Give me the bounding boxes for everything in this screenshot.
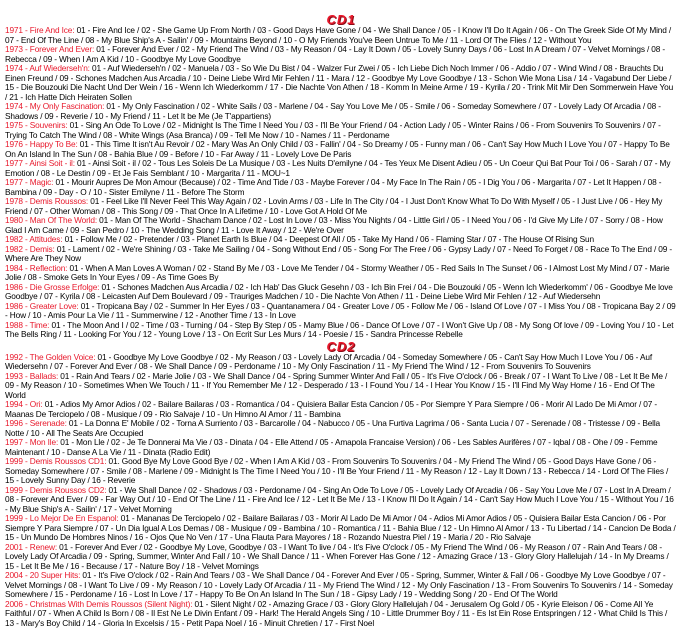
album-tracks: 01 - Schones Madchen Aus Arcadia / 02 - Ich Hab' Das Gluck Gesehn / 03 - Ich Bin Frei / 04 - Die Bouzouki / 05 - Wenn Ich Wiederkomm' / 06 - Goodbye Me love Goodbye / 07 - Kyrila / 08 - Leicasten Auf Dem Boulevard / 09 - Trauriges Madchen / 10 - Die Nachte Von Athen / 11 - Deine Liebe Wird Mir Fehlen / 12 - Auf Wiedersehn [5,282,673,302]
album-entry [5,140,677,159]
cd2-tracklist [5,353,677,628]
album-tracks: 01 - Fire And Ice / 02 - She Game Up From North / 03 - Good Days Have Gone / 04 - We Shall Dance / 05 - I Know I'll Do It Again / 06 - On The Greek Side Of My Mind / 07 - End Of The Line / 08 - My Blue Ship's A - Sailin' / 09 - Mountains Beyond / 10 - O My Friends You've Been Untrue To Me / 11 - Lord Of The Flies / 12 - Without You [5,25,671,45]
album-title: 1978 - Demis Roussos: [5,196,88,206]
album-title: 1974 - Auf Wiederseh'n: [5,63,90,73]
album-title: 1988 - Time: [5,320,49,330]
album-entry [5,514,677,543]
album-tracks: 01 - Lament / 02 - We're Shining / 03 - Take Me Sailing / 04 - Song Without End / 05 - Song For The Free / 06 - Gypsy Lady / 07 - Need To Forget / 08 - Race To The End / 09 - Where Are They Now [5,244,672,264]
album-tracks: 01 - We Shall Dance / 02 - Shadows / 03 - Perdoname / 04 - Sing An Ode To Love / 05 - Lovely Lady Of Arcadia / 06 - Say You Love Me / 07 - Lost In A Dream / 08 - Forever And Ever / 09 - Far Way Out / 10 - End Of The Line / 11 - Fire And Ice / 12 - Let It Be Me / 13 - I Know I'll Do It Again / 14 - Can't Say How Much I Love You / 15 - Without You / 16 - My Blue Ship's A - Sailin' / 17 - Velvet Morning [5,485,674,514]
album-title: 2004 - 20 Super Hits: [5,570,80,580]
album-title: 1993 - Ballads: [5,371,58,381]
album-tracks: 01 - Sing An Ode To Love / 02 - Midnight Is The Time I Need You / 03 - I'll Be Your Friend / 04 - Action Lady / 05 - Winter Rains / 06 - From Souvenirs To Souvenirs / 07 -Trying To Catch The Wind / 08 - White Wings (Asa Branca) / 09 - Tell Me Now / 10 - Names / 11 - Perdoname [5,120,661,140]
album-title: 2001 - Renew: [5,542,57,552]
album-title: 2006 - Christmas With Demis Roussos (Silent Night): [5,599,192,609]
album-entry [5,64,677,102]
album-title: 1996 - Serenade: [5,418,67,428]
album-title: 1986 - Greater Love: [5,301,79,311]
album-entry [5,400,677,419]
album-entry [5,159,677,178]
album-tracks: 01 - The Moon And I / 02 - Time / 03 - Turning / 04 - Step By Step / 05 - Mamy Blue / 06 - Dance Of Love / 07 - I Won't Give Up / 08 - My Song Of love / 09 - Loving You / 10 - Let The Bells Ring / 11 - Looking For You / 12 - Young Love / 13 - On Ecrit Sur Les Murs / 14 - Poesie / 15 - Sandra Princesse Rebelle [5,320,673,340]
album-title: 1999 - Lo Mejor De En Espanol: [5,513,119,523]
album-entry [5,600,677,628]
album-title: 1994 - Ori: [5,399,43,409]
album-tracks: 01 - My Only Fascination / 02 - White Sails / 03 - Marlene / 04 - Say You Love Me / 05 - Smile / 06 - Someday Somewhere / 07 - Lovely Lady Of Arcadia / 08 - Shadows / 09 - Reverie / 10 - My Friend / 11 - Let It be Me (Je T'appartiens) [5,101,661,121]
album-title: 1984 - Reflection: [5,263,67,273]
album-entry [5,543,677,572]
album-entry [5,245,677,264]
album-tracks: 01 - Follow Me / 02 - Pretender / 03 - Planet Earth Is Blue / 04 - Deepest Of All / 05 - Take My Hand / 06 - Flaming Star / 07 - The House Of Rising Sun [62,234,594,244]
album-entry [5,264,677,283]
album-title: 1982 - Attitudes: [5,234,62,244]
album-entry [5,571,677,600]
album-entry [5,353,677,372]
album-entry [5,216,677,235]
album-title: 1999 - Demis Roussos CD1: [5,456,106,466]
album-tracks: 01 - Mananas De Terciopelo / 02 - Bailare Bailaras / 03 - Morir Al Lado De Mi Amor / 04 - Adios Mi Amor Adios / 05 - Quisiera Bailar Esta Cancion / 06 - Por Siempre Y Para Siempre / 07 - Un Dia Igual A Los Demas / 08 - Musique / 09 - Bambina / 10 - Romantica / 11 - Bahia Blue / 12 - Un Himno Al Amor / 13 - Tu Libertad / 14 - Cancion De Boda / 15 - Un Mundo De Hombres Ninos / 16 - Ojos Que No Ven / 17 - Una Flauta Para Mayores / 18 - Rozando Nuestra Piel / 19 - Maria / 20 - Rio Salvaje [5,513,676,542]
album-tracks: 01 - Forever And Ever / 02 - My Friend The Wind / 03 - My Reason / 04 - Lay It Down / 05 - Lovely Sunny Days / 06 - Lost In A Dream / 07 - Velvet Mornings / 08 - Rebecca / 09 - When I Am A Kid / 10 - Goodbye My Love Goodbye [5,44,665,64]
album-tracks: 01 - Adios My Amor Adios / 02 - Bailare Bailaras / 03 - Romantica / 04 - Quisiera Bailar Esta Cancion / 05 - Por Siempre Y Para Siempre / 06 - Morir Al Lado De Mi Amor / 07 - Maanas De Terciopelo / 08 - Musique / 09 - Rio Salvaje / 10 - Un Himno Al Amor / 11 - Bambina [5,399,657,419]
album-tracks: 01. Good Bye My Love Good Bye / 02 - When I Am A Kid / 03 - From Souvenirs To Souvenirs / 04 - My Friend The Wind / 05 - Good Days Have Gone / 06 - Someday Somewhere / 07 - Smile / 08 - Marlene / 09 - Midnight Is The Time I Need You / 10 - I'll Be Your Friend / 11 - My Reason / 12 - Lay It Down / 13 - Rebecca / 14 - Lord Of The Flies / 15 - Lovely Sunny Day / 16 - Reverie [5,456,668,485]
album-title: 1976 - Happy To Be: [5,139,78,149]
album-entry [5,178,677,197]
album-title: 1975 - Souvenirs: [5,120,67,130]
album-entry [5,197,677,216]
album-tracks: 01 - When A Man Loves A Woman / 02 - Stand By Me / 03 - Love Me Tender / 04 - Stormy Weather / 05 - Red Sails In The Sunset / 06 - I Almost Lost My Mind / 07 - Marie Jolie / 08 - Smoke Gets In Your Eyes / 09 - As Time Goes By [5,263,669,283]
album-entry [5,321,677,340]
album-tracks: 01 - Goodbye My Love Goodbye / 02 - My Reason / 03 - Lovely Lady Of Arcadia / 04 - Someday Somewhere / 05 - Can't Say How Much I Love You / 06 - Auf Wiedersehn / 07 - Forever And Ever / 08 - We Shall Dance / 09 - Perdoname / 10 - My Only Fascination / 11 - My Friend The Wind / 12 - From Souvenirs To Souvenirs [5,352,652,372]
album-title: 1982 - Demis: [5,244,55,254]
album-tracks: 01 - Silent Night / 02 - Amazing Grace / 03 - Glory Glory Hallelujah / 04 - Jerusalem Og Gold / 05 - Kyrie Eleison / 06 - Come All Ye Faithful / 07 - When A Child Is Born / 08 - Il Est Ne Le Divin Enfant / 09 - Hark! The Herald Angels Sing / 10 - Little Drummer Boy / 11 - Es Ist Ein Rose Entspringen / 12 - What Child Is This / 13 - Mary's Boy Child / 14 - Gloria In Excelsis / 15 - Petit Papa Noel / 16 - Minuit Chretien / 17 - First Noel [5,599,667,628]
album-tracks: 01 - It's Five O'clock / 02 - Rain And Tears / 03 - We Shall Dance / 04 - Forever And Ever / 05 - Spring, Summer, Winter & Fall / 06 - Goodbye My Love Goodbye / 07 - Velvet Mornings / 08 - I Want To Live / 09 - My Reason / 10 - Lovely Lady Of Arcadia / 11 - My Friend The Wind / 12 - My Only Fascination / 13 - From Souvenirs To Souvenirs / 14 - Someday Somewhere / 15 - Perdoname / 16 - Lost In Love / 17 - Happy To Be On An Island In The Sun / 18 - Gipsy Lady / 19 - Wedding Song / 20 - End Of The World [5,570,673,599]
album-entry [5,419,677,438]
cd1-heading: CD1 [5,14,677,26]
album-entry [5,457,677,486]
album-title: 1980 - Man Of The World: [5,215,97,225]
album-title: 1997 - Mon Ile: [5,437,58,447]
album-tracks: 01 - La Donna E' Mobile / 02 - Torna A Surriento / 03 - Barcarolle / 04 - Nabucco / 05 - Una Furtiva Lagrima / 06 - Santa Lucia / 07 - Serenade / 08 - Tristesse / 09 - Bella Notte / 10 - All The Seats Are Occupied [5,418,660,438]
album-title: 1971 - Fire And Ice: [5,25,74,35]
album-entry [5,26,677,45]
album-tracks: 01 - Forever And Ever / 02 - Goodbye My Love, Goodbye / 03 - I Want To live / 04 - It's Five O'clock / 05 - My Friend The Wind / 06 - My Reason / 07 - Rain And Tears / 08 - Lovely Lady Of Arcadia / 09 - Spring, Summer, Winter And Fall / 10 - We Shall Dance / 11 - When Forever Has Gone / 12 - Amazing Grace / 13 - Glory Glory Hallelujah / 14 - In My Dreams / 15 - Let It Be Me / 16 - Because / 17 - Nature Boy / 18 - Velvet Mornings [5,542,669,571]
album-title: 1977 - Magic: [5,177,53,187]
cd1-tracklist [5,26,677,340]
album-tracks: 01 - Ainsi Soit - il / 02 - Tous Les Soleis De La Musique / 03 - Les Nuits D'emilyne / 04 - Tes Yeux Me Disent Adieu / 05 - Un Coeur Qui Bat Pour Toi / 06 - Sarah / 07 - My Emotion / 08 - Le Destin / 09 - Et Je Fais Semblant / 10 - Margarita / 11 - MOU~1 [5,158,670,178]
album-tracks: 01 - Man Of The World - Shacham Dance / 02 - Lost In Love / 03 - Miss You Nights / 04 - Little Girl / 05 - I Need You / 06 - I'd Give My Life / 07 - Sorry / 08 - How Glad I Am Came / 09 - San Pedro / 10 - The Wedding Song / 11 - Love It Away / 12 - We're Over [5,215,663,235]
album-tracks: 01 - Mon Lle / 02 - Je Te Donnerai Ma Vie / 03 - Dinata / 04 - Elle Attend / 05 - Amapola Francaise Version) / 06 - Les Sables Aurifères / 07 - Iqbal / 08 - Ohe / 09 - Femme Maintenant / 10 - Danse A La Vie / 11 - Dinata (Radio Edit) [5,437,658,457]
album-tracks: 01 - Mourir Aupres De Mon Amour (Because) / 02 - Time And Tide / 03 - Maybe Forever / 04 - My Face In The Rain / 05 - I Dig You / 06 - Margarita / 07 - Let It Happen / 08 - Bambina / 09 - Day - O / 10 - Sister Emilyne / 11 - Before The Storm [5,177,661,197]
album-tracks: 01 - This Time It isn't Au Revoir / 02 - Mary Was An Only Child / 03 - Fallin' / 04 - So Dreamy / 05 - Funny man / 06 - Can't Say How Much I Love You / 07 - Happy To Be On An Island In The Sun / 08 - Bahia Blue / 09 - Before / 10 - Far Away / 11 - Lovely Love De Paris [5,139,670,159]
album-title: 1986 - Die Grosse Erfolge: [5,282,99,292]
tracklist-page [0,14,682,614]
album-title: 1992 - The Golden Voice: [5,352,95,362]
album-title: 1974 - My Only Fascination: [5,101,104,111]
album-entry [5,438,677,457]
album-entry [5,283,677,302]
album-entry [5,45,677,64]
album-tracks: 01 - Auf Wiederseh'n / 02 - Manuela / 03 - So Wie Du Bist / 04 - Walzer Fur Zwei / 05 - Ich Liebe Dich Noch Immer / 06 - Addio / 07 - Wind Wind / 08 - Brauchts Du Einen Freund / 09 - Schones Madchen Aus Arcadia / 10 - Deine Liebe Wird Mir Fehlen / 11 - Mara / 12 - Goodbye My Love Goodbye / 13 - Schon Wie Mona Lisa / 14 - Vagabund Der Liebe / 15 - Die Bouzouki Die Nacht Und Der Wein / 16 - Wenn Ich Wiederkomm / 17 - Die Nachte Von Athen / 18 - Komm In Meine Arme / 19 - Kyrila / 20 - Trink Mit Mir Den Sommerwein Have You / 21 - Ich Hatte Dich Heiraten Sollen [5,63,673,102]
cd2-heading: CD2 [5,341,677,353]
album-title: 1973 - Forever And Ever: [5,44,94,54]
album-tracks: 01 - Rain And Tears / 02 - Marie Jolie / 03 - We Shall Dance / 04 - Spring Summer Winter And Fall / 05 - It's Five O'clock / 06 - Break / 07 - I Want To Live / 08 - Let It Be Me / 09 - My Reason / 10 - Sometimes When We Touch / 11 - If You Remember Me / 12 - Desperado / 13 - I Found You / 14 - I Hear You Know / 15 - I'll Find My Way Home / 16 - End Of The World [5,371,667,400]
album-tracks: 01 - Tropicana Bay / 02 - Summer In Her Eyes / 03 - Quantanamera / 04 - Greater Love / 05 - Follow Me / 06 - Island Of Love / 07 - I Miss You / 08 - Tropicana Bay 2 / 09 - How / 10 - Amis Pour La Vie / 11 - Summerwine / 12 - Another Time / 13 - In Love [5,301,676,321]
album-entry [5,486,677,515]
album-tracks: 01 - Feel Like I'll Never Feel This Way Again / 02 - Lovin Arms / 03 - Life In The City / 04 - I Just Don't Know What To Do With Myself / 05 - I Just Live / 06 - Hey My Friend / 07 - Other Woman / 08 - This Song / 09 - That Once In A Lifetime / 10 - Love Got A Hold Of Me [5,196,662,216]
album-title: 1977 - Ainsi Soit - il: [5,158,75,168]
album-entry [5,302,677,321]
album-entry [5,372,677,401]
album-entry [5,102,677,121]
album-entry [5,121,677,140]
album-title: 1999 - Demis Roussos CD2: [5,485,106,495]
